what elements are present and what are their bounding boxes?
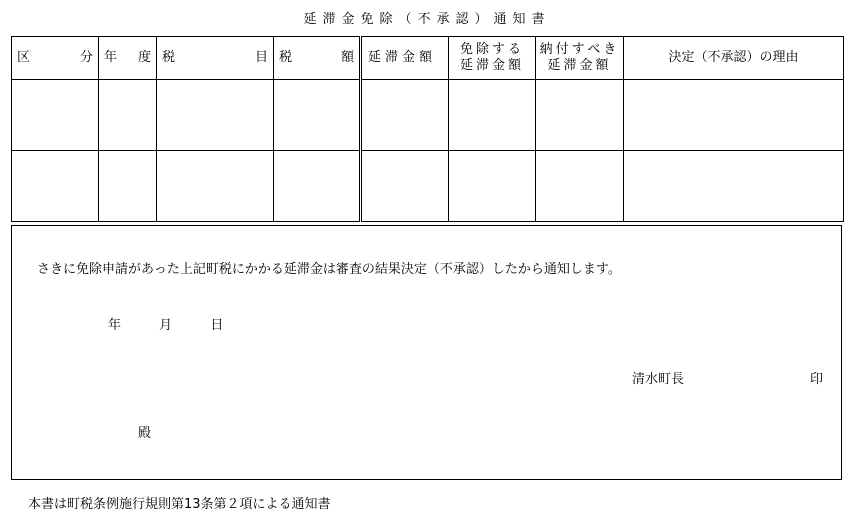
cell-category[interactable] [12, 80, 99, 151]
header-tax-item-part2: 目 [254, 50, 268, 65]
table-row [12, 80, 844, 151]
footer-note: 本書は町税条例施行規則第13条第２項による通知書 [28, 497, 331, 512]
header-category-part2: 分 [79, 50, 93, 65]
cell-exempt[interactable] [449, 151, 536, 222]
notice-message: さきに免除申請があった上記町税にかかる延滞金は審査の結果決定（不承認）したから通知します。 [37, 262, 621, 277]
addressee-suffix: 殿 [138, 426, 152, 441]
header-year-part1: 年 [104, 50, 118, 65]
cell-year[interactable] [99, 151, 157, 222]
header-payable-line2: 延滞金額 [547, 58, 612, 73]
header-late-fee-label: 延滞金額 [368, 50, 437, 65]
header-tax-amount-part2: 額 [340, 50, 354, 65]
header-tax-item [157, 37, 274, 80]
header-category-part1: 区 [17, 50, 31, 65]
cell-category[interactable] [12, 151, 99, 222]
date-year: 年 [108, 318, 122, 333]
cell-payable[interactable] [536, 151, 624, 222]
header-exempt-line1: 免除する [459, 42, 524, 57]
header-category [12, 37, 99, 80]
date-month: 月 [159, 318, 173, 333]
mayor-name: 清水町長 [632, 372, 685, 387]
header-reason-label: 決定（不承認）の理由 [668, 50, 799, 65]
header-reason [624, 37, 844, 80]
document-title: 延滞金免除（不承認）通知書 [303, 12, 551, 27]
header-tax-amount-part1: 税 [279, 50, 293, 65]
cell-payable[interactable] [536, 80, 624, 151]
cell-late-fee[interactable] [361, 80, 449, 151]
header-year [99, 37, 157, 80]
header-exempt [449, 37, 536, 80]
cell-reason[interactable] [624, 151, 844, 222]
date-day: 日 [210, 318, 224, 333]
header-late-fee [361, 37, 449, 80]
header-tax-amount [274, 37, 361, 80]
header-tax-item-part1: 税 [162, 50, 176, 65]
cell-exempt[interactable] [449, 80, 536, 151]
header-row [12, 37, 844, 80]
cell-tax-item[interactable] [157, 80, 274, 151]
table-row [12, 151, 844, 222]
cell-reason[interactable] [624, 80, 844, 151]
cell-late-fee[interactable] [361, 151, 449, 222]
header-exempt-line2: 延滞金額 [459, 58, 524, 73]
header-year-part2: 度 [137, 50, 151, 65]
cell-tax-amount[interactable] [274, 151, 361, 222]
cell-year[interactable] [99, 80, 157, 151]
cell-tax-amount[interactable] [274, 80, 361, 151]
cell-tax-item[interactable] [157, 151, 274, 222]
seal-mark: 印 [810, 372, 824, 387]
header-payable [536, 37, 624, 80]
tax-table [11, 36, 844, 222]
notice-date [108, 314, 257, 333]
header-payable-line1: 納付すべき [539, 42, 620, 57]
notice-box [11, 225, 842, 480]
